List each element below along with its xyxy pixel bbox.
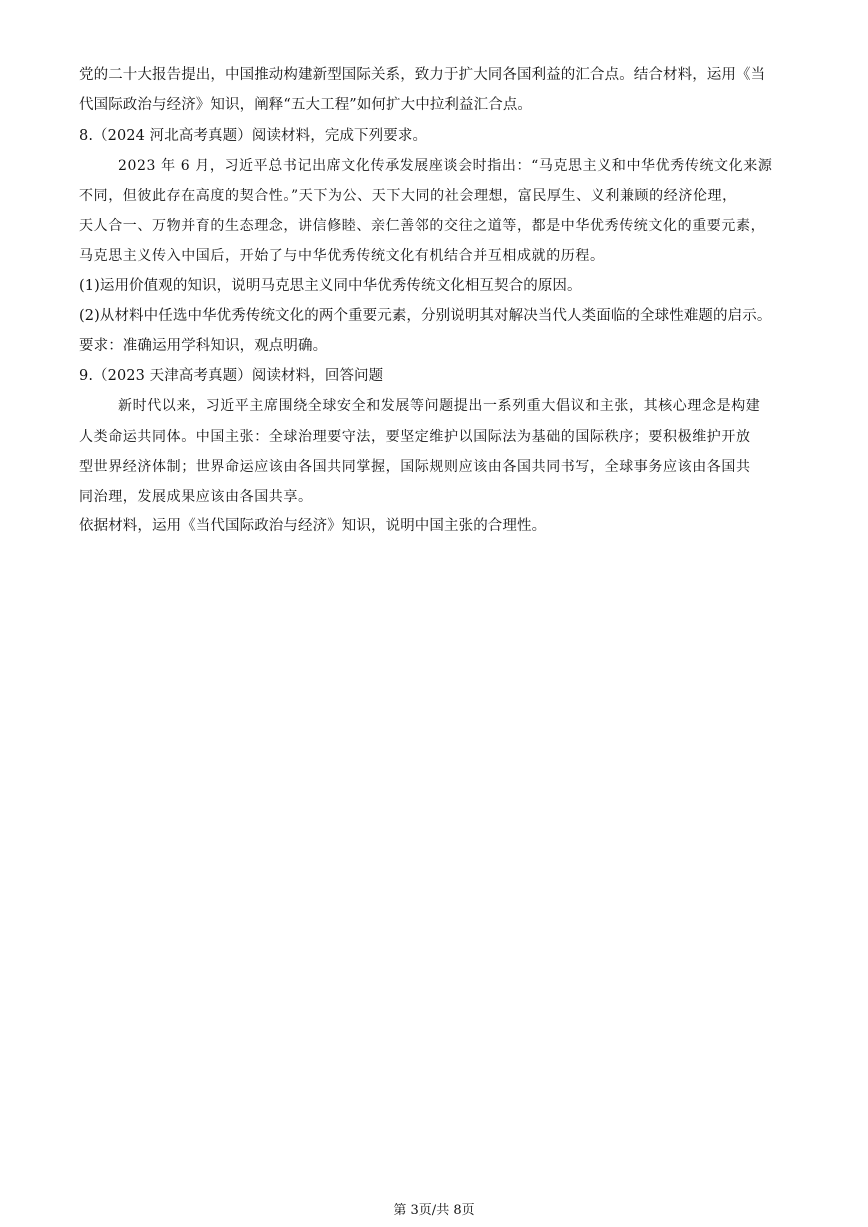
q8-subquestion-1: (1)运用价值观的知识，说明马克思主义同中华优秀传统文化相互契合的原因。 — [79, 278, 582, 294]
q9-heading: 9.（2023 天津高考真题）阅读材料，回答问题 — [79, 368, 384, 384]
q7-text-line-2: 代国际政治与经济》知识，阐释“五大工程”如何扩大中拉利益汇合点。 — [79, 97, 533, 113]
q9-material-line-4: 同治理，发展成果应该由各国共享。 — [79, 489, 313, 505]
q8-heading: 8.（2024 河北高考真题）阅读材料，完成下列要求。 — [79, 128, 428, 144]
q8-requirement: 要求：准确运用学科知识，观点明确。 — [79, 338, 328, 354]
q9-material-line-3: 型世界经济体制；世界命运应该由各国共同掌握，国际规则应该由各国共同书写，全球事务应该由各国共 — [79, 459, 751, 475]
q9-question: 依据材料，运用《当代国际政治与经济》知识，说明中国主张的合理性。 — [79, 518, 547, 534]
q7-text-line-1: 党的二十大报告提出，中国推动构建新型国际关系，致力于扩大同各国利益的汇合点。结合材料，运用《当 — [79, 67, 766, 83]
q8-material-line-3: 天人合一、万物并育的生态理念，讲信修睦、亲仁善邻的交往之道等，都是中华优秀传统文化的重要元素， — [79, 218, 766, 234]
q8-material-line-4: 马克思主义传入中国后，开始了与中华优秀传统文化有机结合并互相成就的历程。 — [79, 248, 605, 264]
q8-subquestion-2: (2)从材料中任选中华优秀传统文化的两个重要元素，分别说明其对解决当代人类面临的全球性难题的启示。 — [79, 308, 772, 324]
page-number-footer: 第 3页/共 8页 — [393, 1203, 475, 1218]
q8-material-line-2: 不同，但彼此存在高度的契合性。”天下为公、天下大同的社会理想，富民厚生、义利兼顾的经济伦理， — [79, 188, 737, 204]
q9-material-line-2: 人类命运共同体。中国主张：全球治理要守法，要坚定维护以国际法为基础的国际秩序；要积极维护开放 — [79, 429, 751, 445]
q9-material-line-1: 新时代以来，习近平主席围绕全球安全和发展等问题提出一系列重大倡议和主张，其核心理念是构建 — [118, 398, 761, 414]
q8-material-line-1: 2023 年 6 月，习近平总书记出席文化传承发展座谈会时指出：“马克思主义和中华优秀传统文化来源 — [118, 158, 773, 174]
